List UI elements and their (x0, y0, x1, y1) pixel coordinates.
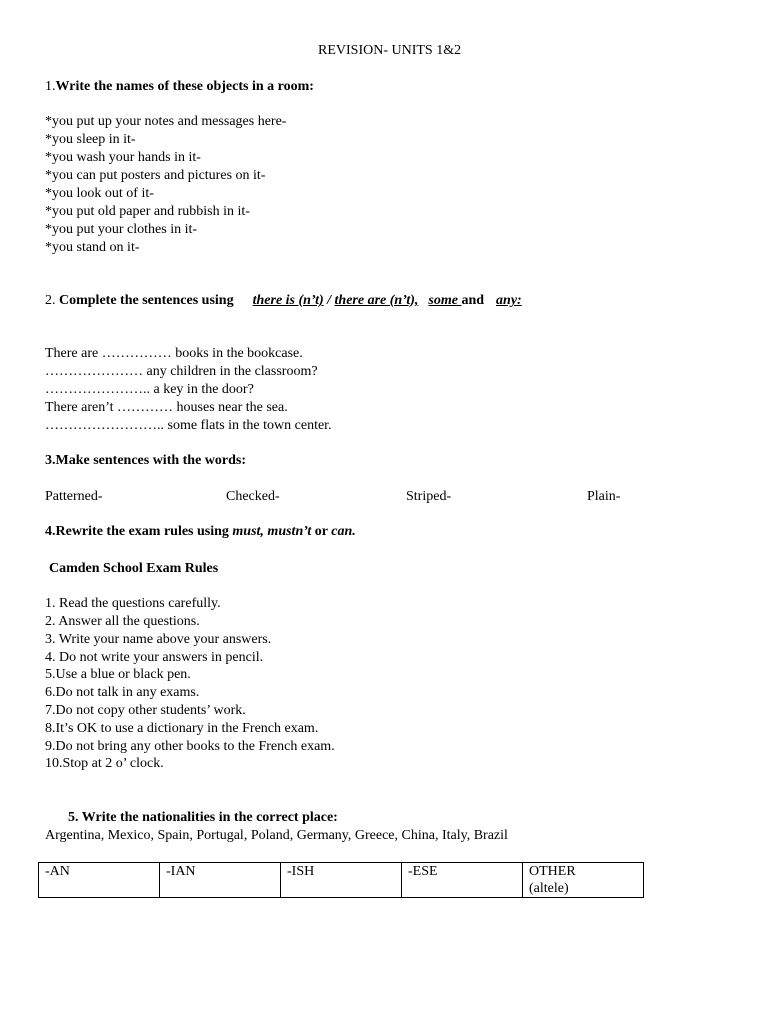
keyword-and: and (461, 293, 485, 308)
exam-rule: 6.Do not talk in any exams. (45, 685, 200, 700)
exam-rule: 9.Do not bring any other books to the French exam. (45, 739, 335, 754)
page-title: REVISION- UNITS 1&2 (318, 43, 462, 58)
room-object-item: *you can put posters and pictures on it- (45, 168, 266, 183)
room-object-item: *you wash your hands in it- (45, 150, 201, 165)
keyword-there-are: there are (n’t), (334, 293, 419, 308)
country-list: Argentina, Mexico, Spain, Portugal, Poland, Germany, Greece, China, Italy, Brazil (45, 828, 508, 843)
keyword-some: some (428, 293, 462, 308)
table-header-cell[interactable]: OTHER (altele) (523, 863, 644, 898)
exam-rule: 7.Do not copy other students’ work. (45, 703, 246, 718)
section-4-heading (45, 523, 356, 541)
keyword-can: can. (331, 524, 356, 539)
room-object-item: *you put up your notes and messages here- (45, 114, 287, 129)
pattern-word: Checked- (226, 489, 280, 504)
exam-rule: 5.Use a blue or black pen. (45, 667, 191, 682)
section-2-number: 2. (45, 293, 59, 308)
room-object-item: *you put old paper and rubbish in it- (45, 204, 250, 219)
exam-rule: 10.Stop at 2 o’ clock. (45, 756, 164, 771)
keyword-any: any: (496, 293, 522, 308)
keyword-there-is: there is (n’t) (252, 293, 324, 308)
pattern-word: Patterned- (45, 489, 103, 504)
exam-rules-title: Camden School Exam Rules (49, 561, 219, 576)
exam-rule: 4. Do not write your answers in pencil. (45, 650, 264, 665)
table-row (39, 863, 644, 898)
section-4-heading-text: 4.Rewrite the exam rules using (45, 524, 233, 539)
room-object-item: *you stand on it- (45, 240, 140, 255)
keyword-or: or (311, 524, 332, 539)
section-2-heading-text: Complete the sentences using (59, 293, 234, 308)
table-header-cell[interactable]: -IAN (160, 863, 281, 898)
exam-rule: 3. Write your name above your answers. (45, 632, 272, 647)
table-header-cell[interactable]: -AN (39, 863, 160, 898)
exam-rule: 2. Answer all the questions. (45, 614, 200, 629)
keyword-separator: / (323, 293, 335, 308)
gap-fill-sentence: There are …………… books in the bookcase. (45, 346, 303, 361)
room-object-item: *you put your clothes in it- (45, 222, 198, 237)
keyword-must-mustnt: must, mustn’t (232, 524, 312, 539)
gap-fill-sentence: There aren’t ………… houses near the sea. (45, 400, 288, 415)
section-1-heading (45, 78, 314, 96)
exam-rule: 1. Read the questions carefully. (45, 596, 221, 611)
nationalities-table (38, 862, 644, 898)
table-header-cell[interactable]: -ISH (281, 863, 402, 898)
gap-fill-sentence: ………………….. a key in the door? (45, 382, 254, 397)
section-3-heading: 3.Make sentences with the words: (45, 453, 247, 468)
section-2-heading (45, 292, 522, 310)
room-object-item: *you sleep in it- (45, 132, 136, 147)
table-header-cell[interactable]: -ESE (402, 863, 523, 898)
exam-rule: 8.It’s OK to use a dictionary in the French exam. (45, 721, 319, 736)
pattern-word: Plain- (587, 489, 621, 504)
room-object-item: *you look out of it- (45, 186, 154, 201)
pattern-word: Striped- (406, 489, 452, 504)
section-1-heading-text: Write the names of these objects in a room: (55, 79, 314, 94)
gap-fill-sentence: ………………… any children in the classroom? (45, 364, 318, 379)
section-5-heading: 5. Write the nationalities in the correct place: (68, 810, 338, 825)
section-1-number: 1. (45, 79, 56, 94)
gap-fill-sentence: …………………….. some flats in the town center. (45, 418, 332, 433)
